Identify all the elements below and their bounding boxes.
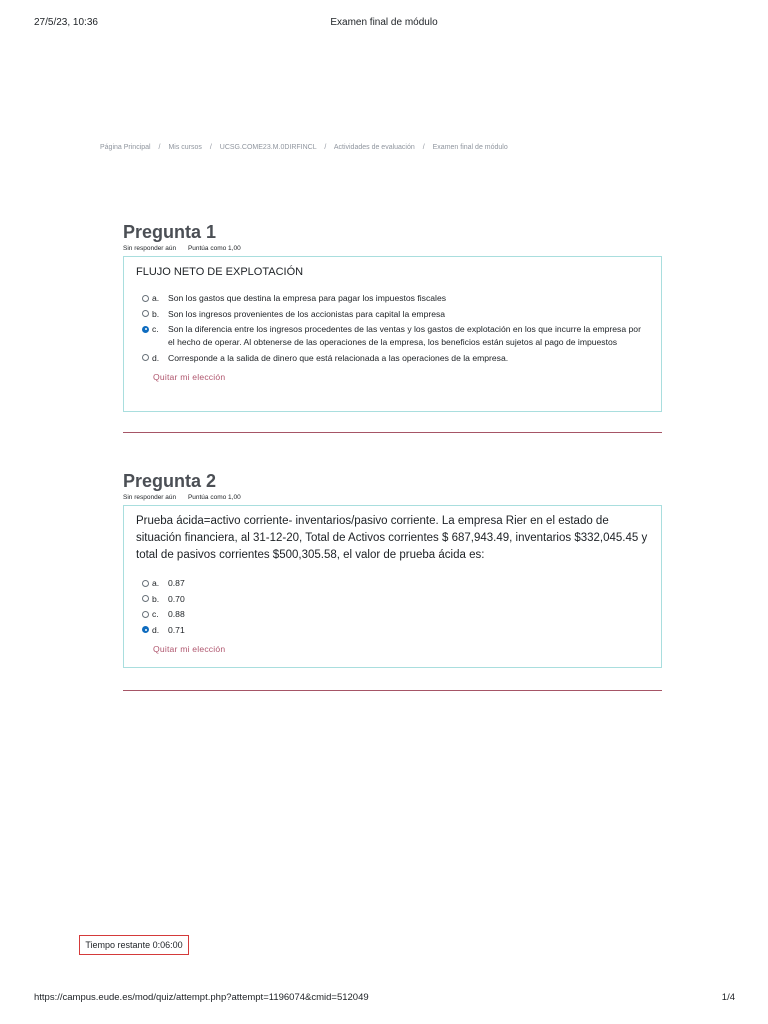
question-1 <box>123 221 662 412</box>
question-info <box>123 245 662 255</box>
answer-option-a[interactable] <box>142 577 661 590</box>
answer-letter: a. <box>152 578 160 588</box>
answer-letter: b. <box>152 593 160 604</box>
question-info <box>123 494 662 504</box>
radio-button[interactable] <box>142 295 149 302</box>
breadcrumb-item-course[interactable]: UCSG.COME23.M.0DIRFINCL <box>219 144 317 151</box>
breadcrumb-item-exam[interactable]: Examen final de módulo <box>432 144 508 151</box>
print-footer <box>0 992 768 1006</box>
answer-letter: c. <box>152 324 159 334</box>
question-text: Prueba ácida=activo corriente- inventarios/pasivo corriente. La empresa Rier en el estado de situación financiera, al 31-12-20, Total de Activos corrientes $ 687,943.49, inventarios $332,045.45 y total de pasivos corrientes $500,305.58, el valor de prueba ácida es: <box>136 515 648 561</box>
breadcrumb-separator: / <box>158 144 161 151</box>
question-divider <box>123 432 662 433</box>
answer-text: 0.88 <box>168 609 185 619</box>
answer-letter: c. <box>152 609 159 619</box>
breadcrumb-item-my-courses[interactable]: Mis cursos <box>168 144 202 151</box>
answer-option-a[interactable] <box>142 292 661 305</box>
answer-letter: d. <box>152 624 160 635</box>
answer-text: 0.87 <box>168 578 185 588</box>
answer-letter: d. <box>152 352 160 363</box>
answer-letter: a. <box>152 293 160 303</box>
print-datetime: 27/5/23, 10:36 <box>34 17 98 28</box>
question-2 <box>123 470 662 668</box>
question-status: Sin responder aún <box>123 245 177 252</box>
breadcrumb-separator: / <box>422 144 425 151</box>
answer-option-d[interactable] <box>142 352 661 365</box>
question-content-box <box>123 505 662 668</box>
answer-list <box>142 577 661 637</box>
radio-button[interactable] <box>142 595 149 602</box>
print-page-number: 1/4 <box>721 992 735 1003</box>
question-divider <box>123 690 662 691</box>
answer-letter: b. <box>152 308 160 319</box>
question-title: Pregunta 1 <box>123 222 217 242</box>
answer-option-c[interactable] <box>142 608 661 621</box>
question-content-box <box>123 256 662 412</box>
breadcrumb-separator: / <box>209 144 212 151</box>
answer-option-b[interactable] <box>142 308 661 321</box>
radio-button[interactable] <box>142 611 149 618</box>
print-url: https://campus.eude.es/mod/quiz/attempt.php?attempt=1196074&cmid=512049 <box>34 992 369 1003</box>
question-text: FLUJO NETO DE EXPLOTACIÓN <box>136 266 304 278</box>
answer-text: Son la diferencia entre los ingresos procedentes de las ventas y los gastos de explotación en los que incurre la empresa por el hecho de operar. Al obtenerse de las operaciones de la empresa, los beneficios están sujetos al pago de impuestos <box>168 324 641 347</box>
answer-list <box>142 292 661 365</box>
question-status: Sin responder aún <box>123 494 177 501</box>
answer-text: Son los gastos que destina la empresa para pagar los impuestos fiscales <box>168 293 447 303</box>
radio-button-selected[interactable] <box>142 326 149 333</box>
answer-option-b[interactable] <box>142 593 661 606</box>
answer-text: Corresponde a la salida de dinero que está relacionada a las operaciones de la empresa. <box>168 352 509 363</box>
print-header <box>0 17 768 31</box>
breadcrumb-separator: / <box>324 144 327 151</box>
clear-choice-link[interactable]: Quitar mi elección <box>153 372 226 382</box>
question-grade: Puntúa como 1,00 <box>187 245 241 252</box>
answer-text: 0.70 <box>168 593 185 604</box>
breadcrumb-item-activities[interactable]: Actividades de evaluación <box>333 144 415 151</box>
print-page-title: Examen final de módulo <box>330 17 438 28</box>
answer-text: Son los ingresos provenientes de los accionistas para capital la empresa <box>168 308 446 319</box>
clear-choice-link[interactable]: Quitar mi elección <box>153 644 226 654</box>
radio-button[interactable] <box>142 580 149 587</box>
question-title: Pregunta 2 <box>123 471 217 491</box>
breadcrumb-item-home[interactable]: Página Principal <box>100 144 151 151</box>
question-grade: Puntúa como 1,00 <box>187 494 241 501</box>
radio-button[interactable] <box>142 310 149 317</box>
breadcrumb <box>100 144 508 151</box>
radio-button-selected[interactable] <box>142 626 149 633</box>
answer-text: 0.71 <box>168 624 185 635</box>
answer-option-d[interactable] <box>142 624 661 637</box>
answer-option-c[interactable] <box>142 323 661 349</box>
time-remaining-timer: Tiempo restante 0:06:00 <box>79 935 189 955</box>
radio-button[interactable] <box>142 354 149 361</box>
